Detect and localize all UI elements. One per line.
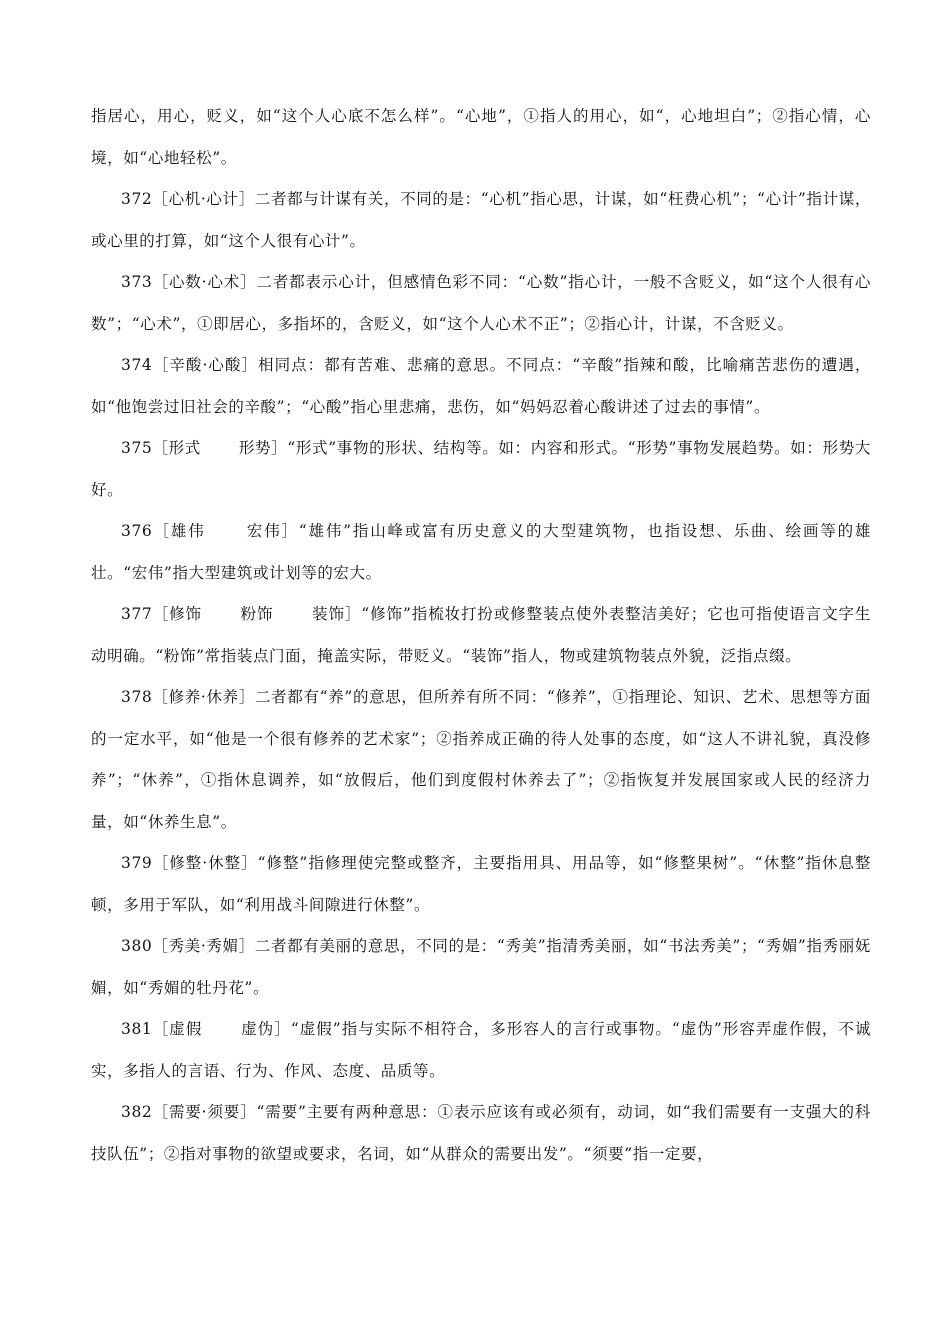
paragraph-entry-381: 381［虚假 虚伪］“虚假”指与实际不相符合，多形容人的言行或事物。“虚伪”形容弄虚作假，不诚实，多指人的言语、行为、作风、态度、品质等。: [91, 1020, 871, 1080]
paragraph-entry-374: 374［辛酸·心酸］相同点：都有苦难、悲痛的意思。不同点：“辛酸”指辣和酸，比喻痛苦悲伤的遭遇，如“他饱尝过旧社会的辛酸”；“心酸”指心里悲痛，悲伤，如“妈妈忍着心酸讲述了过去的事情”。: [91, 356, 871, 416]
paragraph-entry-375: 375［形式 形势］“形式”事物的形状、结构等。如：内容和形式。“形势”事物发展趋势。如：形势大好。: [91, 439, 871, 499]
paragraph-entry-382: 382［需要·须要］“需要”主要有两种意思：①表示应该有或必须有，动词，如“我们需要有一支强大的科技队伍”；②指对事物的欲望或要求，名词，如“从群众的需要出发”。“须要”指一定要，: [91, 1103, 871, 1163]
paragraph-entry-378: 378［修养·休养］二者都有“养”的意思，但所养有所不同：“修养”，①指理论、知识、艺术、思想等方面的一定水平，如“他是一个很有修养的艺术家”；②指养成正确的待人处事的态度，如“这人不讲礼貌，真没修养”；“休养”，①指休息调养，如“放假后，他们到度假村休养去了”；②指恢复并发展国家或人民的经济力量，如“休养生息”。: [91, 688, 871, 831]
document-body: [91, 96, 871, 1175]
paragraph-entry-377: 377［修饰 粉饰 装饰］“修饰”指梳妆打扮或修整装点使外表整洁美好；它也可指使语言文字生动明确。“粉饰”常指装点门面，掩盖实际，带贬义。“装饰”指人，物或建筑物装点外貌，泛指点缀。: [91, 605, 871, 665]
paragraph-continuation: 指居心，用心，贬义，如“这个人心底不怎么样”。“心地”，①指人的用心，如“，心地坦白”；②指心情，心境，如“心地轻松”。: [91, 107, 871, 167]
paragraph-entry-380: 380［秀美·秀媚］二者都有美丽的意思，不同的是：“秀美”指清秀美丽，如“书法秀美”；“秀媚”指秀丽妩媚，如“秀媚的牡丹花”。: [91, 937, 871, 997]
paragraph-entry-372: 372［心机·心计］二者都与计谋有关，不同的是：“心机”指心思，计谋，如“枉费心机”；“心计”指计谋，或心里的打算，如“这个人很有心计”。: [91, 190, 871, 250]
paragraph-entry-379: 379［修整·休整］“修整”指修理使完整或整齐，主要指用具、用品等，如“修整果树”。“休整”指休息整顿，多用于军队，如“利用战斗间隙进行休整”。: [91, 854, 871, 914]
paragraph-entry-376: 376［雄伟 宏伟］“雄伟”指山峰或富有历史意义的大型建筑物，也指设想、乐曲、绘画等的雄壮。“宏伟”指大型建筑或计划等的宏大。: [91, 522, 871, 582]
paragraph-entry-373: 373［心数·心术］二者都表示心计，但感情色彩不同：“心数”指心计，一般不含贬义，如“这个人很有心数”；“心术”，①即居心，多指坏的，含贬义，如“这个人心术不正”；②指心计，计谋，不含贬义。: [91, 273, 871, 333]
